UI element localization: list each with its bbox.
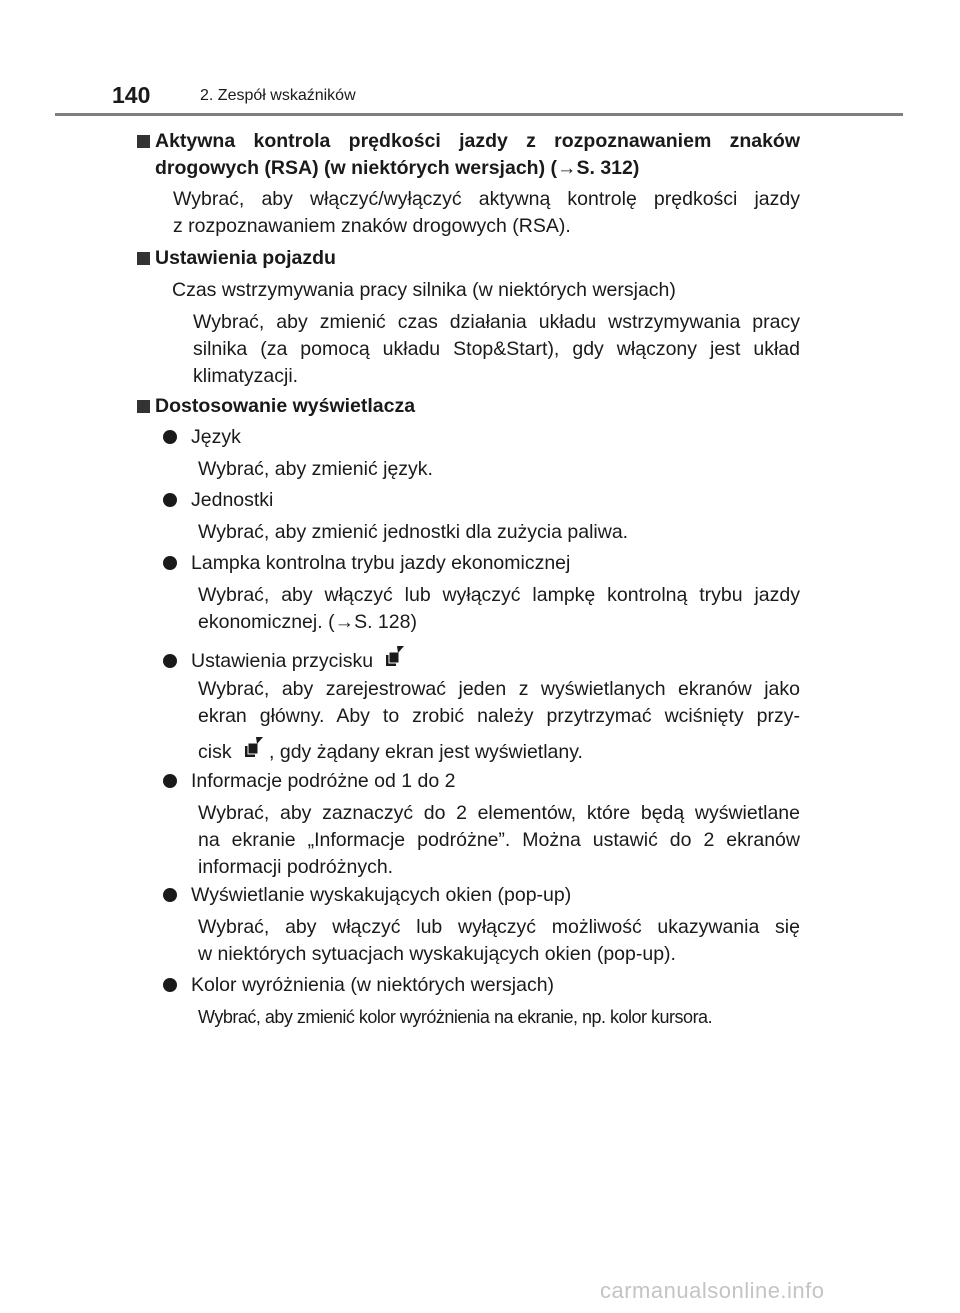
page-number: 140 <box>112 82 151 108</box>
list-item-language: Język <box>163 424 241 451</box>
highlight-desc: Wybrać, aby zmienić kolor wyróżnienia na ekranie, np. kolor kursora. <box>198 1007 713 1027</box>
list-item-button-settings: Ustawienia przycisku <box>163 644 410 675</box>
units-desc: Wybrać, aby zmienić jednostki dla zużycia paliwa. <box>198 521 629 543</box>
section-display-title: Dostosowanie wyświetlacza <box>155 393 800 420</box>
bullet-icon <box>163 774 177 788</box>
trip-desc-line3: informacji podróżnych. <box>198 856 394 878</box>
square-bullet-icon <box>137 252 150 265</box>
bullet-icon <box>163 430 177 444</box>
header-divider <box>55 113 903 116</box>
section-rsa-title-2 <box>155 155 800 182</box>
bullet-icon <box>163 556 177 570</box>
engine-stop-title: Czas wstrzymywania pracy silnika (w niektórych wersjach) <box>172 279 676 301</box>
rsa-desc-line2: z rozpoznawaniem znaków drogowych (RSA). <box>173 215 571 237</box>
rsa-title-line2: drogowych (RSA) (w niektórych wersjach) ( <box>155 157 557 179</box>
rsa-title-line1: Aktywna kontrola prędkości jazdy z rozpoznawaniem znaków <box>155 130 800 152</box>
screen-button-icon <box>384 644 406 670</box>
popup-desc-line1: Wybrać, aby włączyć lub wyłączyć możliwość ukazywania się <box>198 916 800 938</box>
section-vehicle-title: Ustawienia pojazdu <box>155 245 800 272</box>
engine-stop-desc-line2: silnika (za pomocą układu Stop&Start), gdy włączony jest układ <box>193 338 800 360</box>
popup-desc-line2: w niektórych sytuacjach wyskakujących okien (pop-up). <box>198 943 676 965</box>
bullet-icon <box>163 654 177 668</box>
bullet-icon <box>163 978 177 992</box>
engine-stop-desc-line1: Wybrać, aby zmienić czas działania układu wstrzymywania pracy <box>193 311 800 333</box>
bullet-icon <box>163 493 177 507</box>
eco-page-ref: →S. 128) <box>334 611 417 633</box>
list-item-popup: Wyświetlanie wyskakujących okien (pop-up) <box>163 882 571 909</box>
rsa-desc-line1: Wybrać, aby włączyć/wyłączyć aktywną kontrolę prędkości jazdy <box>173 188 800 210</box>
button-desc-line1: Wybrać, aby zarejestrować jeden z wyświetlanych ekranów jako <box>198 678 800 700</box>
square-bullet-icon <box>137 400 150 413</box>
engine-stop-desc-line3: klimatyzacji. <box>193 365 299 387</box>
section-rsa-title <box>155 128 800 155</box>
list-item-units: Jednostki <box>163 487 273 514</box>
bullet-icon <box>163 888 177 902</box>
eco-desc-line1: Wybrać, aby włączyć lub wyłączyć lampkę kontrolną trybu jazdy <box>198 584 800 606</box>
watermark: carmanualsonline.info <box>600 1278 825 1303</box>
list-item-highlight-color: Kolor wyróżnienia (w niektórych wersjach) <box>163 972 554 999</box>
button-desc-line2: ekran główny. Aby to zrobić należy przytrzymać wciśnięty przy- <box>198 705 800 727</box>
button-desc-line3: cisk , gdy żądany ekran jest wyświetlany. <box>198 735 583 766</box>
page-header <box>0 78 960 118</box>
rsa-page-ref: →S. 312) <box>556 157 640 179</box>
list-item-trip-info: Informacje podróżne od 1 do 2 <box>163 768 456 795</box>
screen-button-icon <box>243 735 265 761</box>
trip-desc-line2: na ekranie „Informacje podróżne”. Można ustawić do 2 ekranów <box>198 829 800 851</box>
square-bullet-icon <box>137 135 150 148</box>
language-desc: Wybrać, aby zmienić język. <box>198 458 433 480</box>
eco-desc-line2: ekonomicznej. (→S. 128) <box>198 611 417 633</box>
list-item-eco: Lampka kontrolna trybu jazdy ekonomicznej <box>163 550 570 577</box>
trip-desc-line1: Wybrać, aby zaznaczyć do 2 elementów, które będą wyświetlane <box>198 802 800 824</box>
chapter-title: 2. Zespół wskaźników <box>200 87 356 104</box>
